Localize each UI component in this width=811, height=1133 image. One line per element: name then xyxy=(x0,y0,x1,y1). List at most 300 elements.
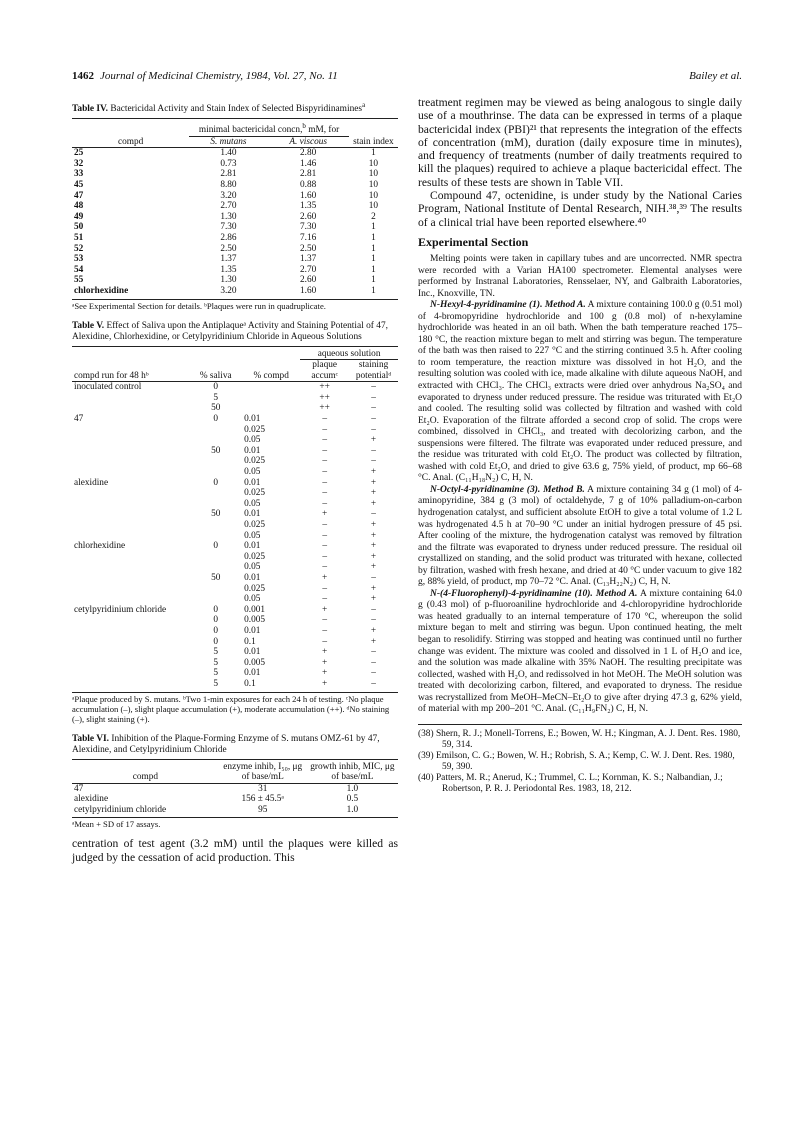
cell-plaque: – xyxy=(322,414,327,425)
cell-saliva xyxy=(189,594,242,605)
cell-compd xyxy=(72,499,189,510)
table-iv-footnote: ᵃSee Experimental Section for details. ᵇPlaques were run in quadruplicate. xyxy=(72,299,398,311)
cell-saliva: 0 xyxy=(213,615,219,626)
table-vi-grid xyxy=(72,759,398,816)
cell-saliva: 0 xyxy=(213,604,219,615)
cell-plaque: – xyxy=(322,445,327,456)
cell-s-mutans: 3.20 xyxy=(220,285,237,296)
table-row xyxy=(72,393,398,404)
table-v xyxy=(72,321,398,724)
table-iv xyxy=(72,100,398,311)
compound-title-10: N-(4-Fluorophenyl)-4-pyridinamine (10). Method A. xyxy=(430,588,638,599)
cell-pct-compd xyxy=(242,393,300,404)
cell-saliva xyxy=(189,584,242,595)
cell-pct-compd: 0.025 xyxy=(244,583,266,594)
cell-stain-index: 10 xyxy=(368,158,379,169)
cell-s-mutans: 1.35 xyxy=(220,264,237,275)
cell-saliva xyxy=(189,562,242,573)
cell-staining: + xyxy=(370,562,377,573)
cell-staining: + xyxy=(370,520,377,530)
cell-saliva: 0 xyxy=(213,625,219,636)
cell-stain-index: 10 xyxy=(368,190,379,201)
cell-staining: + xyxy=(370,467,377,478)
cell-growth: 1.0 xyxy=(346,783,359,794)
cell-compd: alexidine xyxy=(74,794,109,805)
table-row xyxy=(72,647,398,658)
cell-staining: – xyxy=(371,615,376,626)
reference-40: (40) Patters, M. R.; Anerud, K.; Trummel, C. L.; Kornman, K. S.; Nalbandian, J.; Robertson, P. R. J. Periodontal Res. 1983, 18, 212. xyxy=(418,772,723,794)
table-row xyxy=(72,148,398,159)
cell-compd: 54 xyxy=(74,264,84,275)
cell-compd xyxy=(72,626,189,637)
cell-pct-compd: 0.05 xyxy=(244,562,261,573)
cell-a-viscosus: 2.80 xyxy=(300,148,317,159)
cell-staining: – xyxy=(371,678,376,689)
cell-plaque: + xyxy=(322,678,328,689)
reference-39: (39) Emilson, C. G.; Bowen, W. H.; Robrish, S. A.; Kemp, C. W. J. Dent. Res. 1980, 59, 390. xyxy=(418,750,735,772)
cell-pct-compd: 0.01 xyxy=(244,414,261,425)
cell-plaque: + xyxy=(322,604,328,615)
cell-plaque: – xyxy=(322,625,327,636)
table-row xyxy=(72,169,398,180)
cell-plaque: – xyxy=(322,530,327,541)
cell-staining: + xyxy=(370,435,377,446)
cell-stain-index: 1 xyxy=(371,148,376,159)
cell-saliva: 5 xyxy=(213,392,219,403)
table-row xyxy=(72,520,398,531)
cell-saliva: 5 xyxy=(213,668,219,679)
cell-pct-compd: 0.1 xyxy=(244,678,256,689)
cell-enzyme: 156 ± 45.5ᵃ xyxy=(241,794,284,805)
col-staining-potential: staining potentialᵈ xyxy=(355,360,392,381)
cell-pct-compd: 0.01 xyxy=(244,509,261,520)
cell-plaque: – xyxy=(322,520,327,530)
cell-s-mutans: 1.37 xyxy=(220,254,237,265)
cell-compd: 51 xyxy=(74,232,84,243)
cell-compd xyxy=(72,467,189,478)
cell-pct-compd: 0.05 xyxy=(244,594,261,605)
cell-pct-compd: 0.01 xyxy=(244,668,261,679)
cell-pct-compd xyxy=(242,382,300,393)
cell-stain-index: 1 xyxy=(371,264,376,275)
cell-compd xyxy=(72,573,189,584)
cell-pct-compd: 0.1 xyxy=(244,636,256,647)
cell-s-mutans: 2.81 xyxy=(220,169,237,180)
cell-pct-compd: 0.01 xyxy=(244,625,261,636)
table-row xyxy=(72,509,398,520)
cell-compd: 47 xyxy=(74,190,84,201)
cell-compd xyxy=(72,594,189,605)
reference-38: (38) Shern, R. J.; Monell-Torrens, E.; Bowen, W. H.; Kingman, A. J. Dent. Res. 1980, 59, 314. xyxy=(418,728,741,750)
cell-staining: – xyxy=(371,647,376,658)
cell-plaque: – xyxy=(322,594,327,605)
cell-a-viscosus: 1.60 xyxy=(300,285,317,296)
cell-saliva xyxy=(189,456,242,467)
cell-a-viscosus: 0.88 xyxy=(300,179,317,190)
table-row xyxy=(72,425,398,436)
cell-staining: – xyxy=(371,657,376,668)
cell-compd xyxy=(72,393,189,404)
table-row xyxy=(72,637,398,648)
table-row xyxy=(72,446,398,457)
cell-plaque: + xyxy=(322,647,328,658)
cell-compd: 53 xyxy=(74,254,84,265)
cell-compd: cetylpyridinium chloride xyxy=(74,804,167,815)
cell-enzyme: 31 xyxy=(258,783,268,794)
table-row xyxy=(72,159,398,170)
cell-a-viscosus: 7.30 xyxy=(300,222,317,233)
table-v-group-header: aqueous solution xyxy=(300,346,398,360)
left-column xyxy=(72,100,398,864)
table-row xyxy=(72,435,398,446)
table-row xyxy=(72,382,398,393)
cell-saliva xyxy=(189,531,242,542)
cell-staining: – xyxy=(371,414,376,425)
col-growth-inhib: growth inhib, MIC, μg of base/mL xyxy=(310,761,395,783)
table-row xyxy=(72,275,398,286)
table-row xyxy=(72,180,398,191)
table-v-caption: Table V. Effect of Saliva upon the Antiplaqueᵃ Activity and Staining Potential of 47, Alexidine, Chlorhexidine, or Cetylpyridinium Chloride in Aqueous Solutions xyxy=(72,320,388,342)
table-iv-caption: Table IV. Bactericidal Activity and Stain Index of Selected Bispyridinamines$^a$ xyxy=(72,101,366,114)
cell-compd xyxy=(72,488,189,499)
cell-staining: + xyxy=(370,541,377,552)
table-row xyxy=(72,615,398,626)
table-row xyxy=(72,244,398,255)
cell-stain-index: 2 xyxy=(371,211,376,222)
cell-compd xyxy=(72,446,189,457)
cell-saliva: 0 xyxy=(213,541,219,552)
table-row xyxy=(72,222,398,233)
page-number: 1462 xyxy=(72,70,94,82)
cell-saliva: 5 xyxy=(213,657,219,668)
col-compd-vi: compd xyxy=(132,772,158,783)
cell-s-mutans: 2.86 xyxy=(220,232,237,243)
cell-compd xyxy=(72,615,189,626)
cell-saliva: 5 xyxy=(213,678,219,689)
journal-citation: Journal of Medicinal Chemistry, 1984, Vol. 27, No. 11 xyxy=(100,70,338,82)
cell-compd xyxy=(72,562,189,573)
cell-saliva xyxy=(189,499,242,510)
table-row xyxy=(72,794,398,805)
cell-staining: – xyxy=(371,392,376,403)
table-row xyxy=(72,626,398,637)
cell-pct-compd: 0.025 xyxy=(244,551,266,562)
cell-pct-compd: 0.05 xyxy=(244,498,261,509)
cell-plaque: + xyxy=(322,509,328,520)
cell-a-viscosus: 1.37 xyxy=(300,254,317,265)
cell-a-viscosus: 2.60 xyxy=(300,275,317,286)
col-compd-run: compd run for 48 hᵇ xyxy=(74,370,149,381)
cell-plaque: – xyxy=(322,467,327,478)
cell-saliva xyxy=(189,488,242,499)
cell-pct-compd: 0.01 xyxy=(244,572,261,583)
cell-staining: + xyxy=(370,530,377,541)
col-s-mutans: S. mutans xyxy=(189,136,267,148)
cell-a-viscosus: 2.60 xyxy=(300,211,317,222)
cell-stain-index: 1 xyxy=(371,222,376,233)
cell-stain-index: 10 xyxy=(368,179,379,190)
table-iv-grid xyxy=(72,118,398,297)
col-enzyme-inhib: enzyme inhib, I₅₀, μg of base/mL xyxy=(223,761,303,783)
table-vi-footnote: ᵃMean + SD of 17 assays. xyxy=(72,817,398,829)
cell-staining: – xyxy=(371,604,376,615)
cell-staining: – xyxy=(371,403,376,414)
cell-compd: 52 xyxy=(74,243,84,254)
cell-plaque: + xyxy=(322,572,328,583)
cell-growth: 1.0 xyxy=(346,804,359,815)
table-row xyxy=(72,499,398,510)
cell-saliva: 0 xyxy=(213,414,219,425)
table-vi-caption: Table VI. Inhibition of the Plaque-Forming Enzyme of S. mutans OMZ-61 by 47, Alexidine, and Cetylpyridinium Chloride xyxy=(72,733,380,755)
cell-compd xyxy=(72,637,189,648)
cell-compd xyxy=(72,435,189,446)
cell-staining: + xyxy=(370,594,377,605)
cell-compd xyxy=(72,520,189,531)
cell-compd xyxy=(72,647,189,658)
cell-compd: 45 xyxy=(74,179,84,190)
table-row xyxy=(72,594,398,605)
cell-plaque: – xyxy=(322,541,327,552)
table-row xyxy=(72,573,398,584)
table-v-footnote: ᵃPlaque produced by S. mutans. ᵇTwo 1-min exposures for each 24 h of testing. ᶜNo plaque accumulation (–), slight plaque accumulation (+), moderate accumulation (++). ᵈNo staining (–), slight staining (+). xyxy=(72,692,398,724)
cell-staining: – xyxy=(371,382,376,393)
cell-a-viscosus: 7.16 xyxy=(300,232,317,243)
cell-saliva xyxy=(189,520,242,531)
paragraph-octyl: N-Octyl-4-pyridinamine (3). Method B. A mixture containing 34 g (1 mol) of 4-aminopyridine, 384 g (3 mol) of octaldehyde, 7 g of 10% palladium-on-carbon hydrogenation catalyst, and sufficient absolute EtOH to give a total volume of 1.2 L was hydrogenated 4.5 h at 70–90 °C under an initial hydrogen pressure of 45 psi. After cooling of the mixture, the hydrogenation catalyst was removed by filtration and the filtrate was evaporated to dryness under reduced pressure. The residual oil crystallized on standing, and the solid product was triturated with hexane, collected by filtration, washed with fresh hexane, and dried at 40 °C under vacuum to give 182 g, 88% yield, of product, mp 70–72 °C. Anal. (C₁₃H₂₂N₂) C, H, N. xyxy=(418,484,742,588)
table-row xyxy=(72,679,398,690)
paragraph-methods: Melting points were taken in capillary tubes and are uncorrected. NMR spectra were recorded with a Varian HA100 spectrometer. Elemental analyses were performed by Instranal Laboratories, Rensselaer, NY, and Galbraith Laboratories, Inc., Knoxville, TN. xyxy=(418,253,742,299)
table-vi xyxy=(72,734,398,830)
cell-a-viscosus: 2.50 xyxy=(300,243,317,254)
cell-s-mutans: 1.30 xyxy=(220,275,237,286)
table-row xyxy=(72,212,398,223)
table-row xyxy=(72,403,398,414)
cell-staining: + xyxy=(370,488,377,499)
cell-pct-compd: 0.005 xyxy=(244,615,266,626)
cell-pct-compd: 0.01 xyxy=(244,445,261,456)
table-row xyxy=(72,286,398,297)
paragraph-octenidine: Compound 47, octenidine, is under study by the National Caries Program, National Institute of Dental Research, NIH.³⁸,³⁹ The results of a clinical trial have been reported elsewhere.⁴⁰ xyxy=(418,189,742,229)
cell-plaque: – xyxy=(322,562,327,573)
cell-a-viscosus: 1.35 xyxy=(300,201,317,212)
cell-stain-index: 1 xyxy=(371,243,376,254)
table-row xyxy=(72,584,398,595)
cell-saliva xyxy=(189,425,242,436)
cell-staining: + xyxy=(370,477,377,488)
cell-plaque: – xyxy=(322,498,327,509)
cell-saliva: 0 xyxy=(213,477,219,488)
table-row xyxy=(72,191,398,202)
cell-pct-compd: 0.001 xyxy=(244,604,266,615)
left-body-text: centration of test agent (3.2 mM) until the plaques were killed as judged by the cessation of acid production. This xyxy=(72,837,398,864)
cell-saliva xyxy=(189,435,242,446)
cell-compd: chlorhexidine xyxy=(74,541,126,552)
cell-staining: – xyxy=(371,424,376,435)
cell-compd: 49 xyxy=(74,211,84,222)
cell-pct-compd: 0.025 xyxy=(244,424,266,435)
cell-s-mutans: 3.20 xyxy=(220,190,237,201)
cell-pct-compd: 0.025 xyxy=(244,520,266,530)
cell-staining: – xyxy=(371,445,376,456)
table-row xyxy=(72,233,398,244)
table-row xyxy=(72,531,398,542)
table-row xyxy=(72,605,398,616)
right-column xyxy=(418,96,742,795)
col-stain-index: stain index xyxy=(353,136,394,147)
cell-a-viscosus: 2.81 xyxy=(300,169,317,180)
cell-saliva xyxy=(189,552,242,563)
table-row xyxy=(72,783,398,794)
col-plaque-accum: plaque accumᶜ xyxy=(311,360,338,381)
cell-compd xyxy=(72,679,189,690)
cell-compd: 25 xyxy=(74,148,84,159)
cell-pct-compd: 0.05 xyxy=(244,435,261,446)
cell-compd xyxy=(72,584,189,595)
table-row xyxy=(72,541,398,552)
table-iv-group-header: minimal bactericidal concn,$^b$ mM, for xyxy=(198,122,340,135)
cell-compd: 55 xyxy=(74,275,84,286)
cell-compd xyxy=(72,531,189,542)
cell-s-mutans: 0.73 xyxy=(220,158,237,169)
cell-pct-compd: 0.025 xyxy=(244,488,266,499)
cell-pct-compd: 0.01 xyxy=(244,541,261,552)
cell-compd: 47 xyxy=(74,414,84,425)
cell-pct-compd: 0.05 xyxy=(244,467,261,478)
paragraph-pbi: treatment regimen may be viewed as being analogous to single daily use of a mouthrinse. The data can be expressed in terms of a plaque bactericidal index (PBI)²¹ that represents the integration of the effects of concentration (mM), duration (daily exposure time in minutes), and frequency of treatments (number of daily treatments required to kill the plaques) required to achieve a plaque bactericidal effect. The results of these tests are shown in Table VII. xyxy=(418,96,742,189)
table-row xyxy=(72,254,398,265)
cell-pct-compd: 0.025 xyxy=(244,456,266,467)
cell-s-mutans: 1.40 xyxy=(220,148,237,159)
col-compd: compd xyxy=(118,136,144,147)
cell-s-mutans: 2.50 xyxy=(220,243,237,254)
cell-plaque: ++ xyxy=(319,403,330,414)
cell-plaque: – xyxy=(322,424,327,435)
cell-stain-index: 1 xyxy=(371,275,376,286)
cell-pct-compd: 0.005 xyxy=(244,657,266,668)
cell-compd xyxy=(72,668,189,679)
cell-compd: chlorhexidine xyxy=(74,285,129,296)
table-v-grid xyxy=(72,346,398,690)
cell-compd: 33 xyxy=(74,169,84,180)
table-row xyxy=(72,414,398,425)
cell-staining: + xyxy=(370,625,377,636)
col-pct-compd: % compd xyxy=(253,370,289,381)
cell-saliva: 50 xyxy=(211,509,221,520)
table-row xyxy=(72,488,398,499)
cell-staining: + xyxy=(370,636,377,647)
cell-compd: alexidine xyxy=(74,477,109,488)
cell-plaque: + xyxy=(322,668,328,679)
cell-stain-index: 10 xyxy=(368,169,379,180)
cell-staining: – xyxy=(371,668,376,679)
cell-plaque: – xyxy=(322,615,327,626)
cell-plaque: – xyxy=(322,435,327,446)
cell-saliva: 50 xyxy=(211,403,221,414)
cell-staining: – xyxy=(371,456,376,467)
col-a-viscosus: A. viscous xyxy=(268,136,349,148)
table-row xyxy=(72,658,398,669)
cell-growth: 0.5 xyxy=(346,794,359,805)
cell-compd xyxy=(72,658,189,669)
section-heading: Experimental Section xyxy=(418,234,529,249)
cell-compd xyxy=(72,403,189,414)
cell-stain-index: 1 xyxy=(371,254,376,265)
cell-saliva: 5 xyxy=(213,647,219,658)
cell-compd xyxy=(72,509,189,520)
compound-title-1: N-Hexyl-4-pyridinamine (1). Method A. xyxy=(430,300,586,311)
table-row xyxy=(72,562,398,573)
cell-compd: cetylpyridinium chloride xyxy=(74,604,167,615)
cell-compd: 48 xyxy=(74,201,84,212)
cell-stain-index: 10 xyxy=(368,201,379,212)
cell-saliva xyxy=(189,467,242,478)
cell-plaque: – xyxy=(322,583,327,594)
paragraph-hexyl: N-Hexyl-4-pyridinamine (1). Method A. A mixture containing 100.0 g (0.51 mol) of 4-bromopyridine hydrochloride and 100 g (0.8 mol) of n-hexylamine hydrochloride was heated in an oil bath. When the bath temperature reached 175–180 °C, the reaction mixture began to melt and stirring was begun. The temperature of the bath was then raised to 227 °C and the stirring continued 3.5 h. After cooling to room temperature, the reaction mixture was dissolved in hot H₂O, and the resulting solution was cooled with ice, made alkaline with dilute aqueous NaOH, and extracted with CHCl₃. The CHCl₃ extracts were dried over anhydrous Na₂SO₄ and evaporated to dryness under reduced pressure. The residue was triturated with Et₂O and cooled. The resulting solid was collected by filtration and washed with cold Et₂O. Evaporation of the filtrate afforded a second crop of solid. The crops were combined, dissolved in CHCl₃, and treated with decolorizing carbon, and the suspensions were filtered. The filtrate was evaporated under reduced pressure, and the residue was triturated with cold Et₂O. The product was collected by filtration, washed with cold Et₂O, and dried to give 63.6 g, 75% yield, of product, mp 66–68 °C. Anal. (C₁₁H₁₈N₂) C, H, N. xyxy=(418,300,743,484)
cell-compd: 32 xyxy=(74,158,84,169)
cell-pct-compd: 0.01 xyxy=(244,477,261,488)
cell-staining: + xyxy=(370,551,377,562)
cell-staining: – xyxy=(371,572,376,583)
cell-staining: + xyxy=(370,583,377,594)
cell-compd: 47 xyxy=(74,783,84,794)
cell-pct-compd: 0.01 xyxy=(244,647,261,658)
cell-pct-compd xyxy=(242,403,300,414)
cell-stain-index: 1 xyxy=(371,232,376,243)
cell-staining: + xyxy=(370,498,377,509)
cell-plaque: – xyxy=(322,636,327,647)
col-saliva: % saliva xyxy=(199,370,232,381)
cell-a-viscosus: 1.60 xyxy=(300,190,317,201)
paragraph-fluorophenyl: N-(4-Fluorophenyl)-4-pyridinamine (10). Method A. A mixture containing 64.0 g (0.43 mol) of p-fluoroaniline hydrochloride and 4-chloropyridine hydrochloride was heated gradually to an internal temperature of 170 °C, whereupon the solid mixture began to melt and stirring was begun. Upon continued heating, the melt began to resolidify. Stirring was stopped and heating was continued until no further change was evident. The mixture was cooled and dissolved in 1 L of H₂O and ice, and the solution was made alkaline with 35% NaOH. The resulting precipitate was collected, washed with H₂O, and redissolved in hot MeOH. The MeOH solution was treated with decolorizing carbon, filtered, and evaporated to dryness. The residue was recrystallized from MeOH–MeCN–Et₂O to give after drying 47.3 g, 62% yield, of material with mp 200–201 °C. Anal. (C₁₁H₉FN₂) C, H, N. xyxy=(418,588,742,715)
cell-enzyme: 95 xyxy=(258,804,268,815)
table-row xyxy=(72,201,398,212)
cell-compd xyxy=(72,425,189,436)
table-row xyxy=(72,456,398,467)
table-row xyxy=(72,805,398,816)
cell-saliva: 0 xyxy=(213,382,219,393)
cell-plaque: ++ xyxy=(319,392,330,403)
cell-pct-compd: 0.05 xyxy=(244,530,261,541)
cell-plaque: – xyxy=(322,456,327,467)
table-row xyxy=(72,668,398,679)
table-row xyxy=(72,265,398,276)
cell-plaque: + xyxy=(322,657,328,668)
table-row xyxy=(72,478,398,489)
cell-a-viscosus: 1.46 xyxy=(300,158,317,169)
cell-plaque: – xyxy=(322,488,327,499)
cell-a-viscosus: 2.70 xyxy=(300,264,317,275)
table-row xyxy=(72,552,398,563)
cell-plaque: – xyxy=(322,477,327,488)
cell-plaque: ++ xyxy=(319,382,330,393)
cell-compd: 50 xyxy=(74,222,84,233)
cell-stain-index: 1 xyxy=(371,285,376,296)
cell-compd xyxy=(72,552,189,563)
cell-s-mutans: 7.30 xyxy=(220,222,237,233)
cell-compd: inoculated control xyxy=(74,382,142,393)
cell-plaque: – xyxy=(322,551,327,562)
author-header: Bailey et al. xyxy=(689,70,742,82)
table-row xyxy=(72,467,398,478)
compound-title-3: N-Octyl-4-pyridinamine (3). Method B. xyxy=(430,484,585,495)
cell-compd xyxy=(72,456,189,467)
cell-saliva: 50 xyxy=(211,572,221,583)
cell-s-mutans: 2.70 xyxy=(220,201,237,212)
cell-saliva: 0 xyxy=(213,636,219,647)
cell-saliva: 50 xyxy=(211,445,221,456)
reference-list xyxy=(418,724,742,795)
cell-s-mutans: 1.30 xyxy=(220,211,237,222)
